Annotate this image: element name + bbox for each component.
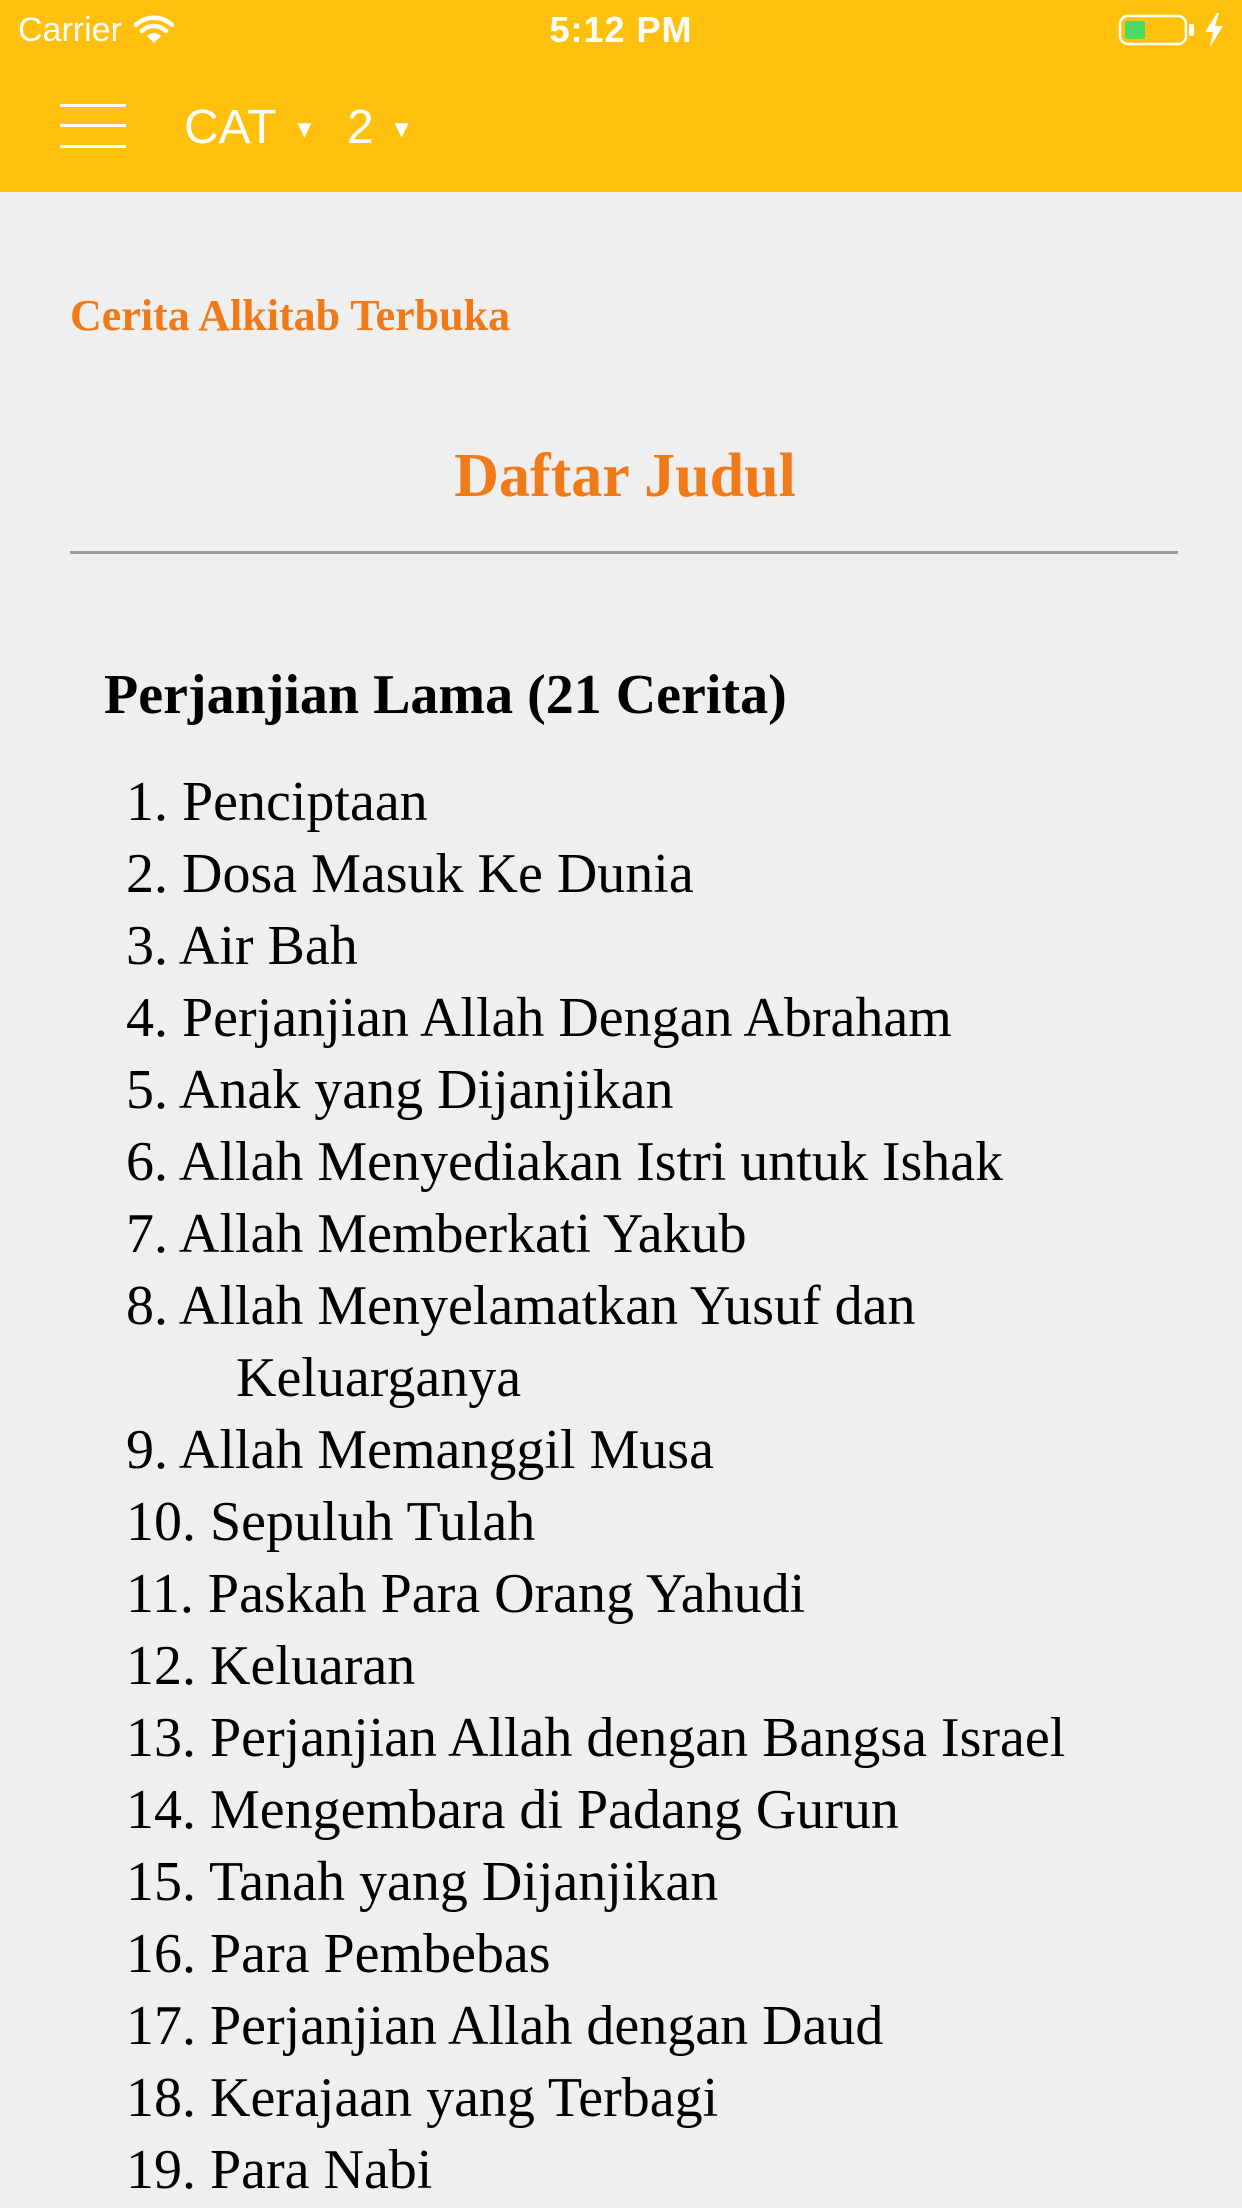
story-link[interactable]: 3. Air Bah	[126, 915, 358, 977]
app-header	[0, 0, 1242, 192]
story-link[interactable]: 8. Allah Menyelamatkan Yusuf dan	[126, 1275, 916, 1337]
battery-icon	[1118, 13, 1198, 47]
page-title: Daftar Judul	[454, 442, 796, 510]
number-picker[interactable]	[347, 96, 413, 160]
story-link[interactable]: 4. Perjanjian Allah Dengan Abraham	[126, 987, 952, 1049]
story-link[interactable]: 16. Para Pembebas	[126, 1923, 551, 1985]
story-link[interactable]: 11. Paskah Para Orang Yahudi	[126, 1563, 806, 1625]
story-link[interactable]: 12. Keluaran	[126, 1635, 416, 1697]
caret-down-icon: ▼	[292, 116, 317, 143]
divider	[70, 551, 1178, 554]
story-link-continuation[interactable]: Keluarganya	[236, 1347, 522, 1409]
story-link[interactable]: 2. Dosa Masuk Ke Dunia	[126, 843, 694, 905]
navigation-bar	[0, 62, 1242, 192]
story-link[interactable]: 18. Kerajaan yang Terbagi	[126, 2067, 719, 2129]
story-link[interactable]: 10. Sepuluh Tulah	[126, 1491, 536, 1553]
story-link[interactable]: 7. Allah Memberkati Yakub	[126, 1203, 747, 1265]
story-list	[126, 766, 1065, 2206]
story-link[interactable]: 1. Penciptaan	[126, 771, 428, 833]
carrier-label: Carrier	[18, 11, 122, 49]
story-link[interactable]: 13. Perjanjian Allah dengan Bangsa Israel	[126, 1707, 1066, 1769]
story-link[interactable]: 14. Mengembara di Padang Gurun	[126, 1779, 899, 1841]
story-link[interactable]: 6. Allah Menyediakan Istri untuk Ishak	[126, 1131, 1004, 1193]
hamburger-menu-icon[interactable]	[60, 104, 126, 148]
status-bar	[0, 0, 1242, 62]
story-link[interactable]: 15. Tanah yang Dijanjikan	[126, 1851, 719, 1913]
story-link[interactable]: 9. Allah Memanggil Musa	[126, 1419, 714, 1481]
story-link[interactable]: 19. Para Nabi	[126, 2139, 433, 2201]
publisher-title: Cerita Alkitab Terbuka	[70, 291, 511, 340]
content-area	[0, 192, 1242, 2208]
language-picker-label: CAT	[184, 101, 277, 154]
number-picker-label: 2	[347, 101, 374, 154]
clock: 5:12 PM	[549, 9, 693, 50]
story-link[interactable]: 17. Perjanjian Allah dengan Daud	[126, 1995, 884, 2057]
caret-down-icon: ▼	[389, 116, 414, 143]
story-link[interactable]: 5. Anak yang Dijanjikan	[126, 1059, 674, 1121]
charging-bolt-icon	[1202, 12, 1226, 48]
battery-indicator	[1118, 12, 1226, 48]
language-picker[interactable]	[184, 96, 316, 160]
section-heading: Perjanjian Lama (21 Cerita)	[104, 664, 787, 726]
